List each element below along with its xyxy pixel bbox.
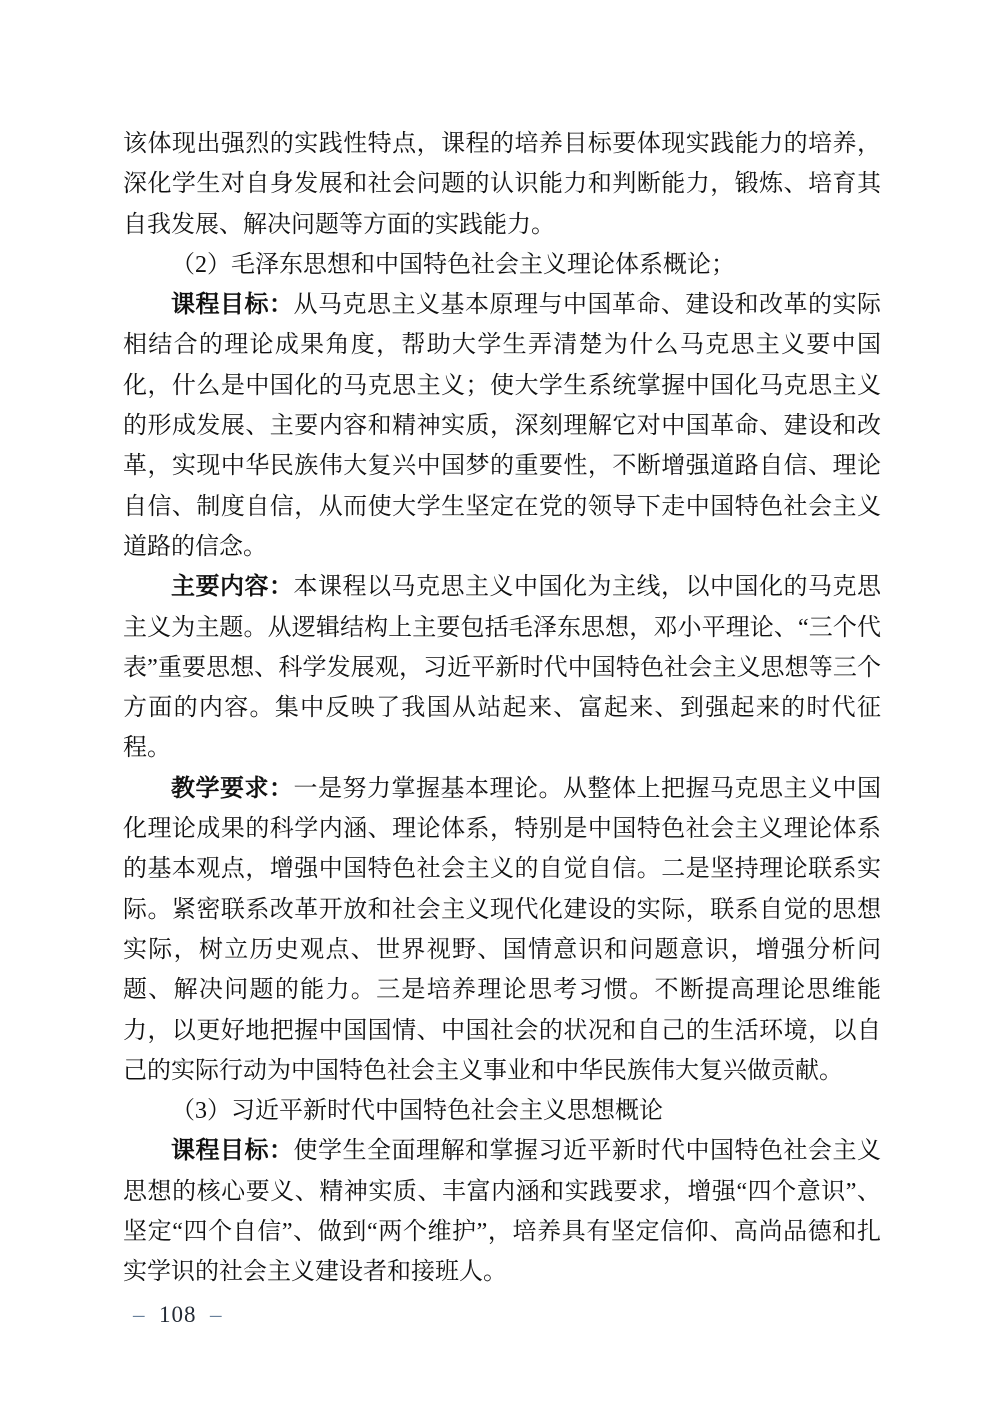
paragraph — [123, 124, 881, 245]
paragraph-text: （3）习近平新时代中国特色社会主义思想概论 — [171, 1098, 663, 1125]
paragraph-label: 教学要求： — [171, 775, 294, 802]
page-number: 108 — [159, 1302, 197, 1327]
page-footer — [133, 1302, 223, 1328]
document-body — [123, 124, 881, 1293]
paragraph-label: 主要内容： — [171, 574, 294, 601]
paragraph — [123, 769, 881, 1091]
paragraph — [123, 285, 881, 567]
paragraph — [123, 567, 881, 768]
paragraph — [123, 1131, 881, 1292]
paragraph-label: 课程目标： — [171, 292, 294, 319]
paragraph-text: 一是努力掌握基本理论。从整体上把握马克思主义中国化理论成果的科学内涵、理论体系，特别是中国特色社会主义理论体系的基本观点，增强中国特色社会主义的自觉自信。二是坚持理论联系实际。紧密联系改革开放和社会主义现代化建设的实际，联系自觉的思想实际，树立历史观点、世界视野、国情意识和问题意识，增强分析问题、解决问题的能力。三是培养理论思考习惯。不断提高理论思维能力，以更好地把握中国国情、中国社会的状况和自己的生活环境，以自己的实际行动为中国特色社会主义事业和中华民族伟大复兴做贡献。 — [123, 775, 881, 1084]
footer-right-dash: – — [210, 1302, 223, 1327]
paragraph — [123, 1091, 881, 1131]
footer-spacer-left — [146, 1302, 160, 1327]
footer-left-dash: – — [133, 1302, 146, 1327]
footer-spacer-right — [197, 1302, 211, 1327]
paragraph-text: 该体现出强烈的实践性特点，课程的培养目标要体现实践能力的培养，深化学生对自身发展和社会问题的认识能力和判断能力，锻炼、培育其自我发展、解决问题等方面的实践能力。 — [123, 131, 881, 238]
paragraph-label: 课程目标： — [171, 1138, 294, 1165]
paragraph — [123, 245, 881, 285]
paragraph-text: 使学生全面理解和掌握习近平新时代中国特色社会主义思想的核心要义、精神实质、丰富内涵和实践要求，增强“四个意识”、坚定“四个自信”、做到“两个维护”，培养具有坚定信仰、高尚品德和扎实学识的社会主义建设者和接班人。 — [123, 1138, 881, 1286]
paragraph-text: 从马克思主义基本原理与中国革命、建设和改革的实际相结合的理论成果角度，帮助大学生弄清楚为什么马克思主义要中国化，什么是中国化的马克思主义；使大学生系统掌握中国化马克思主义的形成发展、主要内容和精神实质，深刻理解它对中国革命、建设和改革，实现中华民族伟大复兴中国梦的重要性，不断增强道路自信、理论自信、制度自信，从而使大学生坚定在党的领导下走中国特色社会主义道路的信念。 — [123, 292, 881, 560]
paragraph-text: 本课程以马克思主义中国化为主线，以中国化的马克思主义为主题。从逻辑结构上主要包括毛泽东思想，邓小平理论、“三个代表”重要思想、科学发展观，习近平新时代中国特色社会主义思想等三个方面的内容。集中反映了我国从站起来、富起来、到强起来的时代征程。 — [123, 574, 881, 762]
paragraph-text: （2）毛泽东思想和中国特色社会主义理论体系概论； — [171, 251, 735, 278]
